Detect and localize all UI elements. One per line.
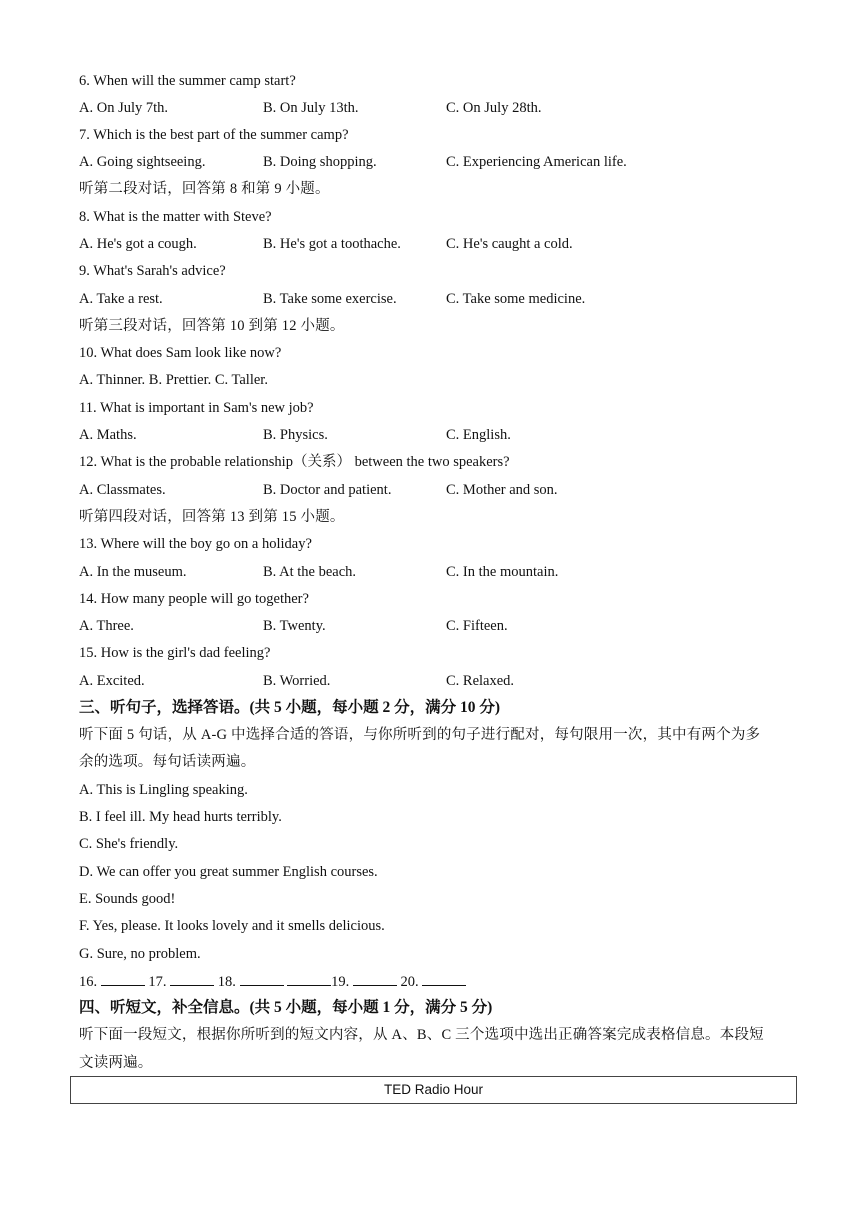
option-c[interactable]: C. Mother and son.	[446, 482, 558, 498]
question-10-options[interactable]: A. Thinner. B. Prettier. C. Taller.	[79, 372, 268, 388]
option-a[interactable]: A. In the museum.	[79, 564, 187, 580]
question-15-options	[79, 671, 779, 691]
answer-choice-c: C. She's friendly.	[79, 836, 179, 852]
blank-label-20: 20.	[400, 974, 419, 990]
option-c[interactable]: C. Experiencing American life.	[446, 154, 627, 170]
table-title: TED Radio Hour	[383, 1082, 484, 1097]
option-b[interactable]: B. Worried.	[263, 673, 331, 689]
question-11: 11. What is important in Sam's new job?	[79, 400, 314, 416]
question-8: 8. What is the matter with Steve?	[79, 209, 272, 225]
answer-choice-a: A. This is Lingling speaking.	[79, 782, 248, 798]
answer-blank-17[interactable]	[170, 971, 214, 986]
option-c[interactable]: C. Relaxed.	[446, 673, 515, 689]
instruction-dialogue-2: 听第二段对话，回答第 8 和第 9 小题。	[79, 181, 330, 197]
option-a[interactable]: A. Excited.	[79, 673, 145, 689]
question-14-options	[79, 616, 779, 636]
section-4-heading: 四、听短文，补全信息。(共 5 小题，每小题 1 分，满分 5 分)	[79, 999, 493, 1016]
question-15: 15. How is the girl's dad feeling?	[79, 645, 271, 661]
answer-choice-g: G. Sure, no problem.	[79, 946, 201, 962]
option-b[interactable]: B. Doctor and patient.	[263, 482, 392, 498]
option-b[interactable]: B. At the beach.	[263, 564, 357, 580]
option-c[interactable]: C. Fifteen.	[446, 618, 508, 634]
option-c[interactable]: C. Take some medicine.	[446, 291, 586, 307]
question-6: 6. When will the summer camp start?	[79, 73, 296, 89]
option-a[interactable]: A. He's got a cough.	[79, 236, 197, 252]
question-10: 10. What does Sam look like now?	[79, 345, 282, 361]
answer-choice-d: D. We can offer you great summer English courses.	[79, 864, 378, 880]
blank-label-16: 16.	[79, 974, 98, 990]
answer-blank-18[interactable]	[240, 971, 284, 986]
option-b[interactable]: B. Twenty.	[263, 618, 326, 634]
section-3-heading: 三、听句子，选择答语。(共 5 小题，每小题 2 分，满分 10 分)	[79, 699, 501, 716]
option-a[interactable]: A. On July 7th.	[79, 100, 169, 116]
option-a[interactable]: A. Three.	[79, 618, 134, 634]
question-9: 9. What's Sarah's advice?	[79, 263, 226, 279]
blank-label-17: 17.	[148, 974, 167, 990]
option-a[interactable]: A. Going sightseeing.	[79, 154, 206, 170]
option-a[interactable]: A. Classmates.	[79, 482, 166, 498]
section-4-instruction-1: 听下面一段短文，根据你所听到的短文内容，从 A、B、C 三个选项中选出正确答案完成表格信息。本段短	[79, 1027, 764, 1043]
instruction-dialogue-4: 听第四段对话，回答第 13 到第 15 小题。	[79, 509, 345, 525]
question-7: 7. Which is the best part of the summer camp?	[79, 127, 349, 143]
question-12: 12. What is the probable relationship（关系） between the two speakers?	[79, 454, 510, 470]
answer-blank-16[interactable]	[101, 971, 145, 986]
option-b[interactable]: B. On July 13th.	[263, 100, 359, 116]
answer-blank-19[interactable]	[353, 971, 397, 986]
question-13-options	[79, 562, 779, 582]
answer-blank-18b[interactable]	[287, 971, 331, 986]
instruction-dialogue-3: 听第三段对话，回答第 10 到第 12 小题。	[79, 318, 345, 334]
option-b[interactable]: B. Doing shopping.	[263, 154, 377, 170]
option-c[interactable]: C. In the mountain.	[446, 564, 559, 580]
question-9-options	[79, 289, 779, 309]
question-13: 13. Where will the boy go on a holiday?	[79, 536, 312, 552]
question-6-options	[79, 98, 779, 118]
option-a[interactable]: A. Maths.	[79, 427, 137, 443]
answer-choice-f: F. Yes, please. It looks lovely and it smells delicious.	[79, 918, 385, 934]
option-b[interactable]: B. Take some exercise.	[263, 291, 397, 307]
blank-label-19: 19.	[331, 974, 350, 990]
option-c[interactable]: C. On July 28th.	[446, 100, 542, 116]
answer-choice-b: B. I feel ill. My head hurts terribly.	[79, 809, 282, 825]
option-b[interactable]: B. He's got a toothache.	[263, 236, 401, 252]
blank-label-18: 18.	[217, 974, 236, 990]
option-c[interactable]: C. English.	[446, 427, 511, 443]
option-b[interactable]: B. Physics.	[263, 427, 328, 443]
question-14: 14. How many people will go together?	[79, 591, 309, 607]
section-3-instruction-2: 余的选项。每句话读两遍。	[79, 754, 256, 770]
answer-blanks-row	[79, 971, 466, 992]
option-c[interactable]: C. He's caught a cold.	[446, 236, 573, 252]
answer-blank-20[interactable]	[422, 971, 466, 986]
answer-choice-e: E. Sounds good!	[79, 891, 176, 907]
question-8-options	[79, 234, 779, 254]
question-12-options	[79, 480, 779, 500]
question-7-options	[79, 152, 779, 172]
option-a[interactable]: A. Take a rest.	[79, 291, 163, 307]
question-11-options	[79, 425, 779, 445]
section-3-instruction-1: 听下面 5 句话，从 A-G 中选择合适的答语，与你所听到的句子进行配对，每句限用一次，其中有两个为多	[79, 727, 761, 743]
section-4-instruction-2: 文读两遍。	[79, 1055, 153, 1071]
info-table-header	[70, 1076, 797, 1104]
